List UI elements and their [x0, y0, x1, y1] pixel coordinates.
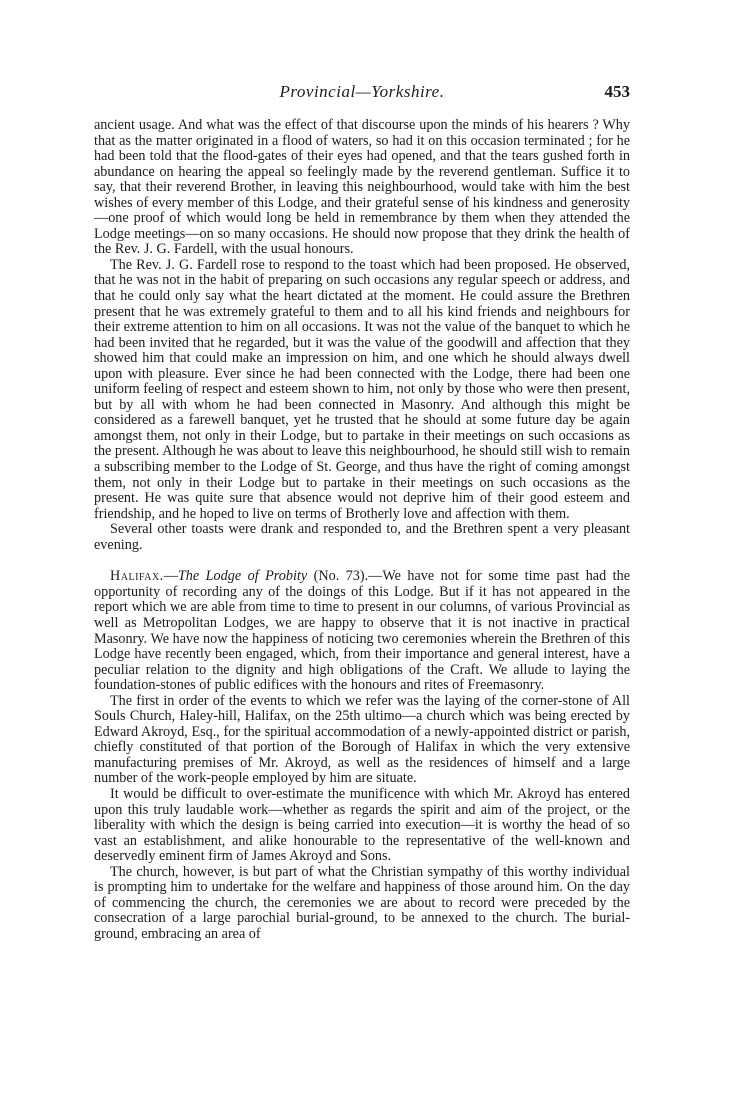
halifax-heading: Halifax. — [110, 568, 164, 585]
paragraph-burial-ground: The church, however, is but part of what the Christian sympathy of this worthy individual is prompting him to undertake for the welfare and happiness of those around him. On the day of commencing the church, the ceremonies we are about to record were preceded by the consecration of a large parochial burial-ground, to be annexed to the church. The burial-ground, embracing an area of — [94, 863, 630, 942]
paragraph-munificence: It would be difficult to over-estimate the munificence with which Mr. Akroyd has entered upon this truly laudable work—whether as regards the spirit and aim of the project, or the liberality with which the design is being carried into execution—it is worthy the head of so vast an establishment, and alike honourable to the representative of the well-known and deservedly eminent firm of James Akroyd and Sons. — [94, 785, 630, 865]
page-number: 453 — [604, 82, 630, 101]
paragraph-other-toasts: Several other toasts were drank and responded to, and the Brethren spent a very pleasant evening. — [94, 521, 630, 553]
halifax-dash: — — [163, 568, 178, 585]
paragraph-corner-stone: The first in order of the events to which we refer was the laying of the corner-stone of All Souls Church, Haley-hill, Halifax, on the 25th ultimo—a church which was being erected by Edward Akroyd, Esq., for the spiritual accommodation of a newly-appointed district or parish, chiefly constituted of that portion of the Borough of Halifax in which the very extensive manufacturing premises of Mr. Akroyd, as well as the residences of himself and a large number of the work-people employed by him are situate. — [94, 692, 630, 787]
running-head — [94, 82, 630, 104]
halifax-text: (No. 73).—We have not for some time past had the opportunity of recording any of the doings of this Lodge. But if it has not appeared in the report which we are able from time to time to present in our columns, of various Provincial as well as Metropolitan Lodges, we are happy to observe that it is not inactive in practical Masonry. We have now the happiness of noticing two ceremonies wherein the Brethren of this Lodge have recently been engaged, which, from their importance and general interest, have a peculiar relation to the dignity and high obligations of the Craft. We allude to laying the foundation-stones of public edifices with the honours and rites of Freemasonry. — [94, 568, 630, 694]
body-text — [94, 118, 630, 942]
running-title: Provincial—Yorkshire. — [279, 82, 445, 101]
paragraph-fardell-reply: The Rev. J. G. Fardell rose to respond to the toast which had been proposed. He observed, that he was not in the habit of preparing on such occasions any regular speech or address, and that he could only say what the heart dictated at the moment. He could assure the Brethren present that he was extremely grateful to them and to all his kind friends and neighbours for their extreme attention to him on all occasions. It was not the value of the banquet to which he had been invited that he regarded, but it was the value of the goodwill and affection that they showed him that could make an impression on him, and one which he should always dwell upon with pleasure. Ever since he had been connected with the Lodge, there had been one uniform feeling of respect and esteem shown to him, not only by those who were then present, but by all with whom he had been connected in Masonry. And although this might be considered as a farewell banquet, yet he trusted that he should at some future day be again amongst them, not only in their Lodge, but to partake in their meetings on such occasions as the present. Although he was about to leave this neighbourhood, he should still wish to remain a subscribing member to the Lodge of St. George, and thus have the right of coming amongst them, not only in their Lodge but to partake in their meetings on such occasions as the present. He was quite sure that absence would not deprive him of their good esteem and friendship, and he hoped to live on terms of Brotherly love and affection with them. — [94, 256, 630, 522]
lodge-name: The Lodge of Probity — [177, 568, 308, 585]
paragraph-halifax — [94, 569, 630, 693]
paragraph-continuation: ancient usage. And what was the effect of that discourse upon the minds of his hearers ? Why that as the matter originated in a flood of waters, so had it on this occasion terminated ; for he had been told that the flood-gates of their eyes had opened, and that the tears gushed forth in abundance on hearing the appeal so feelingly made by the reverend gentleman. Suffice it to say, that their reverend Brother, in leaving this neighbourhood, would take with him the best wishes of every member of this Lodge, and their grateful sense of his kindness and generosity—one proof of which would long be held in remembrance by them when they attended the Lodge meetings—on so many occasions. He should now propose that they drink the health of the Rev. J. G. Fardell, with the usual honours. — [94, 117, 630, 258]
